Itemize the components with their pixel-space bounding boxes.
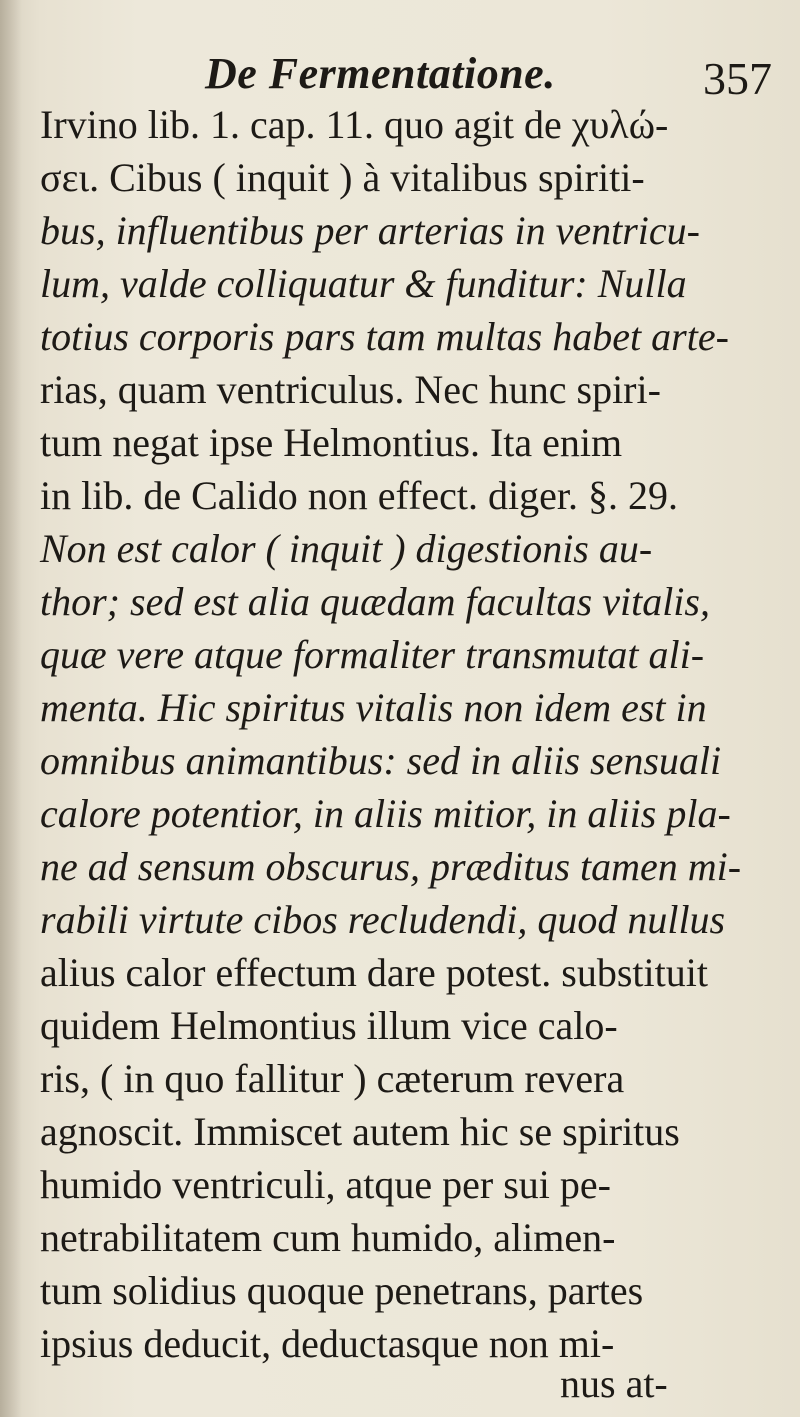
catchword: nus at- — [560, 1361, 668, 1406]
text-line: quæ vere atque formaliter transmutat ali- — [40, 632, 705, 677]
text-line: tum negat ipse Helmontius. Ita enim — [40, 420, 623, 465]
text-line: alius calor effectum dare potest. substituit — [40, 950, 708, 995]
text-line: omnibus animantibus: sed in aliis sensuali — [40, 738, 722, 783]
text-line: lum, valde colliquatur & funditur: Nulla — [40, 261, 687, 306]
text-line: rabili virtute cibos recludendi, quod nullus — [40, 897, 726, 942]
text-line: Irvino lib. 1. cap. 11. quo agit de χυλώ- — [40, 102, 669, 147]
text-line: ris, ( in quo fallitur ) cæterum revera — [40, 1056, 625, 1101]
text-line: σει. Cibus ( inquit ) à vitalibus spiriti- — [40, 155, 645, 200]
text-line: agnoscit. Immiscet autem hic se spiritus — [40, 1109, 680, 1154]
page-number: 357 — [703, 53, 772, 104]
text-line: bus, influentibus per arterias in ventricu- — [40, 208, 700, 253]
text-line: netrabilitatem cum humido, alimen- — [40, 1215, 616, 1260]
body-text — [40, 98, 780, 1370]
text-line: humido ventriculi, atque per sui pe- — [40, 1162, 611, 1207]
text-line: Non est calor ( inquit ) digestionis au- — [40, 526, 653, 571]
text-line: calore potentior, in aliis mitior, in aliis pla- — [40, 791, 731, 836]
gutter-shadow — [0, 0, 22, 1417]
text-line: ipsius deducit, deductasque non mi- — [40, 1321, 615, 1366]
text-line: thor; sed est alia quædam facultas vitalis, — [40, 579, 710, 624]
text-line: ne ad sensum obscurus, præditus tamen mi- — [40, 844, 742, 889]
text-line: tum solidius quoque penetrans, partes — [40, 1268, 644, 1313]
running-head: De Fermentatione. — [205, 49, 556, 98]
text-line: quidem Helmontius illum vice calo- — [40, 1003, 618, 1048]
text-line: rias, quam ventriculus. Nec hunc spiri- — [40, 367, 661, 412]
text-line: in lib. de Calido non effect. diger. §. 29. — [40, 473, 679, 518]
text-line: totius corporis pars tam multas habet arte- — [40, 314, 729, 359]
text-line: menta. Hic spiritus vitalis non idem est in — [40, 685, 707, 730]
